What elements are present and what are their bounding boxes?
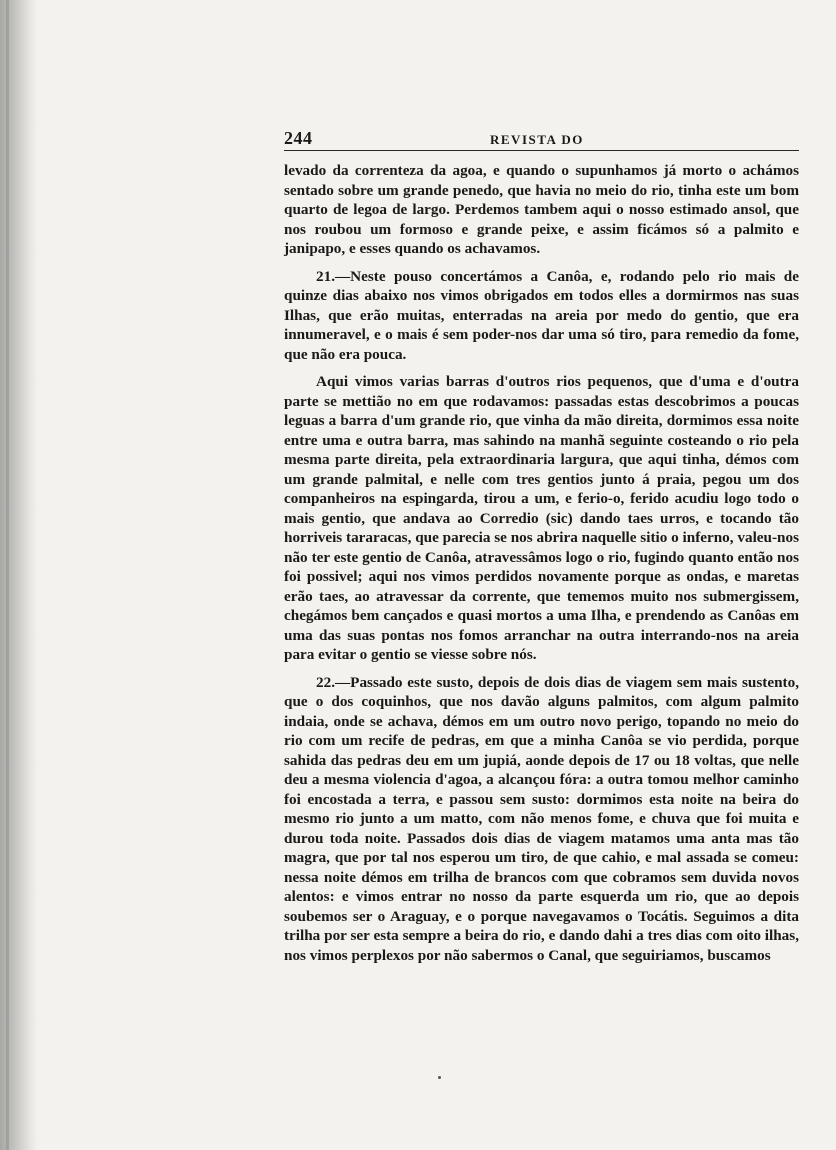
paragraph-aqui-vimos: Aqui vimos varias barras d'outros rios pequenos, que d'uma e d'outra parte se mettião no em que rodavamos: passadas estas descobrimos a poucas leguas a barra d'um grande rio, que vinha da mão direita, dormimos essa noite entre uma e outra barra, mas sahindo na manhã seguinte costeando o rio pela mesma parte direita, pela extraordinaria largura, que aqui tinha, démos com um grande palmital, e nelle com tres gentios junto á praia, pegou um dos companheiros na espingarda, tirou a um, e ferio-o, ferido acudiu logo todo o mais gentio, que andava ao Corredio (sic) dando taes urros, e tocando tão horriveis tararacas, que parecia se nos abrira naquelle sitio o inferno, valeu-nos não ter este gentio de Canôa, atravessâmos logo o rio, fugindo quanto então nos foi possivel; aqui nos vimos perdidos novamente porque as ondas, e maretas erão taes, ao atravessar da corrente, que tememos muito nos submergissem, chegámos bem cançados e quasi mortos a uma Ilha, e prendendo as Canôas em uma das suas pontas nos fomos arranchar na outra interrando-nos na areia para evitar o gentio se viesse sobre nós.	[284, 373, 799, 663]
body-text	[284, 161, 799, 965]
paragraph-continuation: levado da correnteza da agoa, e quando o supunhamos já morto o achámos sentado sobre um grande penedo, que havia no meio do rio, tinha este um bom quarto de legoa de largo. Perdemos tambem aqui o nosso estimado ansol, que nos roubou um formoso e grande peixe, e assim ficámos só a palmito e janipapo, e esses quando os achavamos.	[284, 162, 799, 257]
paragraph-22: 22.—Passado este susto, depois de dois dias de viagem sem mais sustento, que o dos coquinhos, que nos davão alguns palmitos, com algum palmito indaia, onde se achava, démos em um outro novo perigo, topando no meio do rio com um recife de pedras, em que a minha Canôa se vio perdida, porque sahida das pedras deu em um jupiá, aonde depois de 17 ou 18 voltas, que nelle deu a mesma violencia d'agoa, a alcançou fóra: a outra tomou melhor caminho foi encostada a terra, e passou sem susto: dormimos esta noite na beira do mesmo rio junto a um matto, com não menos fome, e chuva que foi muita e durou toda noite. Passados dois dias de viagem matamos uma anta mas tão magra, que por tal nos esperou um tiro, de que cahio, e mal assada se comeu: nessa noite démos em trilha de brancos com que cobramos sem duvida novos alentos: e vimos entrar no nosso da parte esquerda um rio, que ao depois soubemos ser o Araguay, e o porque navegavamos o Tocátis. Seguimos a dita trilha por ser esta sempre a beira do rio, e dando dahi a tres dias com oito ilhas, nos vimos perplexos por não sabermos o Canal, que seguiriamos, buscamos	[284, 673, 799, 964]
print-speck	[438, 1076, 441, 1079]
binding-shadow-streak	[6, 0, 9, 1150]
running-title: REVISTA DO	[490, 132, 584, 147]
paragraph-21: 21.—Neste pouso concertámos a Canôa, e, rodando pelo rio mais de quinze dias abaixo nos vimos obrigados em todos elles a dormirmos nas suas Ilhas, que erão muitas, enterradas na areia por medo do gentio, que era innumeravel, e o mais é sem poder-nos dar uma só tiro, para remedio da fome, que não era pouca.	[284, 267, 799, 363]
running-header	[284, 120, 799, 151]
page-number: 244	[284, 128, 313, 148]
book-page	[284, 120, 799, 973]
